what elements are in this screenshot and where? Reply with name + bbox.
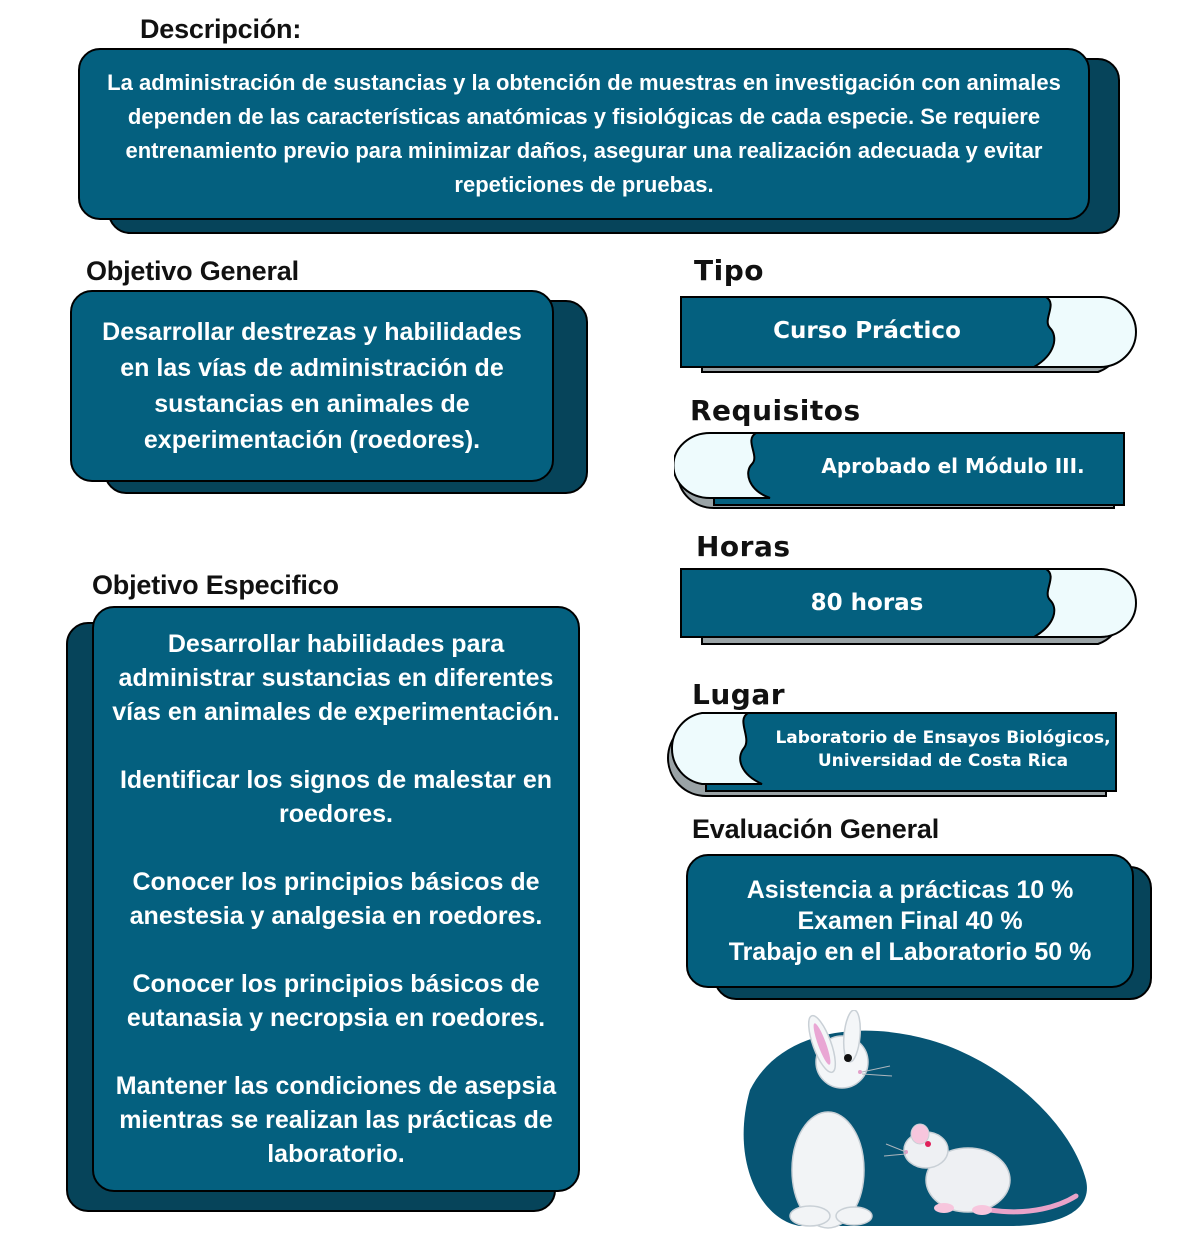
evaluacion-item-label: Asistencia a prácticas	[746, 875, 1010, 904]
objetivo-general-text: Desarrollar destrezas y habilidades en las vías de administración de sustancias en animales de experimentación (roedores).	[102, 318, 522, 454]
objetivo-especifico-item: Identificar los signos de malestar en roedores.	[119, 766, 553, 828]
requisitos-value: Aprobado el Módulo III.	[821, 454, 1085, 478]
objetivo-general-heading: Objetivo General	[86, 256, 299, 286]
descripcion-card	[78, 48, 1090, 220]
evaluacion-heading: Evaluación General	[692, 814, 940, 844]
objetivo-especifico-item: Desarrollar habilidades para administrar sustancias en diferentes vías en animales de experimentación.	[112, 630, 560, 726]
objetivo-especifico-item: Conocer los principios básicos de eutanasia y necropsia en roedores.	[126, 970, 546, 1032]
illustration-svg	[730, 1010, 1100, 1230]
horas-pill	[680, 568, 1142, 648]
evaluacion-item-percent: 10 %	[1016, 875, 1074, 904]
tipo-heading: Tipo	[694, 254, 764, 287]
evaluacion-item-percent: 40 %	[965, 906, 1023, 935]
objetivo-especifico-list	[94, 627, 578, 1171]
descripcion-text: La administración de sustancias y la obtención de muestras en investigación con animales dependen de las características anatómicas y fisiológicas de cada especie. Se requiere entrenamiento previo para minimizar daños, asegurar una realización adecuada y evitar repeticiones de pruebas.	[107, 70, 1061, 197]
requisitos-pill	[674, 432, 1126, 512]
lugar-pill	[666, 712, 1118, 800]
horas-heading: Horas	[696, 530, 791, 563]
evaluacion-item-label: Examen Final	[797, 906, 959, 935]
animals-illustration	[730, 1010, 1100, 1230]
evaluacion-item-examen	[797, 906, 1022, 937]
lugar-value: Laboratorio de Ensayos Biológicos, Universidad de Costa Rica	[775, 728, 1111, 771]
requisitos-heading: Requisitos	[690, 394, 861, 427]
descripcion-heading: Descripción:	[140, 14, 302, 44]
evaluacion-item-trabajo	[729, 937, 1092, 968]
horas-value: 80 horas	[810, 590, 924, 616]
lugar-heading: Lugar	[692, 678, 786, 711]
evaluacion-card	[686, 854, 1134, 988]
objetivo-especifico-item: Conocer los principios básicos de anestesia y analgesia en roedores.	[129, 868, 543, 930]
objetivo-especifico-heading: Objetivo Especifico	[92, 570, 339, 600]
evaluacion-item-asistencia	[747, 875, 1074, 906]
objetivo-especifico-card	[92, 606, 580, 1192]
evaluacion-item-label: Trabajo en el Laboratorio	[728, 937, 1028, 966]
evaluacion-item-percent: 50 %	[1034, 937, 1092, 966]
objetivo-general-card	[70, 290, 554, 482]
tipo-pill	[680, 296, 1142, 376]
tipo-value: Curso Práctico	[773, 318, 961, 344]
objetivo-especifico-item: Mantener las condiciones de asepsia mientras se realizan las prácticas de laboratorio.	[115, 1072, 557, 1168]
